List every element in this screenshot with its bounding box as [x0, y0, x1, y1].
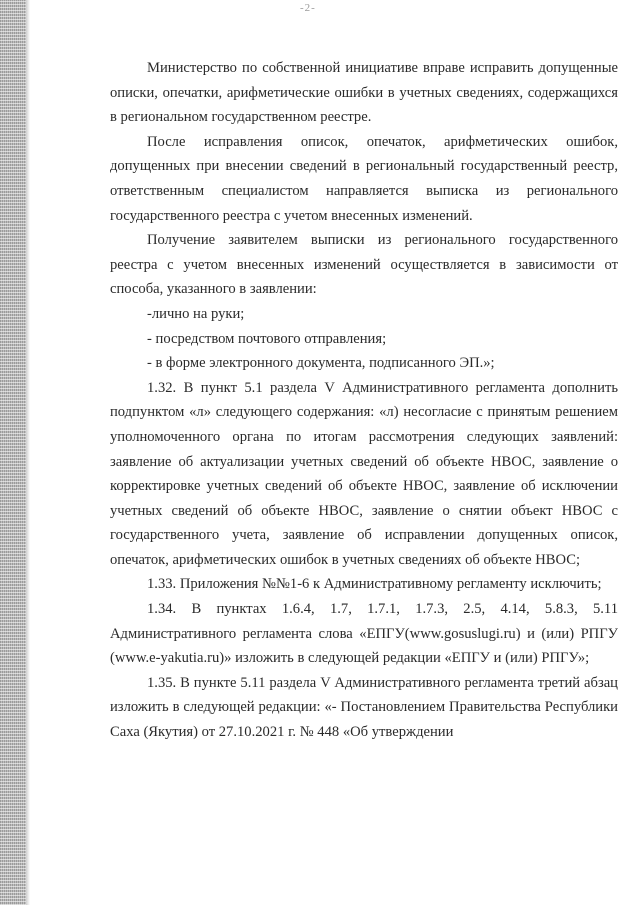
list-item-electronic: - в форме электронного документа, подписанного ЭП.»; [147, 355, 495, 372]
paragraph-after-correction: После исправления описок, опечаток, арифметических ошибок, допущенных при внесении сведений в региональный государственный реестр, ответственным специалистом направляется выписка из регионального государственного реестра с учетом внесенных изменений. [110, 133, 618, 224]
paragraph-ministry-correction: Министерство по собственной инициативе вправе исправить допущенные описки, опечатки, арифметические ошибки в учетных сведениях, содержащихся в региональном государственном реестре. [110, 60, 618, 126]
list-item-postal: - посредством почтового отправления; [147, 330, 387, 347]
document-body [110, 56, 618, 745]
paragraph-1-33: 1.33. Приложения №№1-6 к Административному регламенту исключить; [147, 576, 602, 593]
page-number: -2- [300, 2, 316, 14]
paragraph-1-34: 1.34. В пунктах 1.6.4, 1.7, 1.7.1, 1.7.3, 2.5, 4.14, 5.8.3, 5.11 Административного регламента слова «ЕПГУ(www.gosuslugi.ru) и (или) РПГУ (www.e-yakutia.ru)» изложить в следующей редакции «ЕПГУ и (или) РПГУ»; [110, 601, 618, 667]
paragraph-receiving-extract: Получение заявителем выписки из регионального государственного реестра с учетом внесенных изменений осуществляется в зависимости от способа, указанного в заявлении: [110, 232, 618, 298]
scan-edge-shadow [0, 0, 26, 905]
paragraph-1-32: 1.32. В пункт 5.1 раздела V Административного регламента дополнить подпунктом «л» следующего содержания: «л) несогласие с принятым решением уполномоченного органа по итогам рассмотрения следующих заявлений: заявление об актуализации учетных сведений об объекте НВОС, заявление о корректировке учетных сведений об объекте НВОС, заявление об исключении учетных сведений об объекте НВОС, заявление о снятии объект НВОС с государственного учета, заявление об исправлении допущенных описок, опечаток, арифметических ошибок в учетных сведениях об объекте НВОС; [110, 379, 618, 568]
paragraph-1-35: 1.35. В пункте 5.11 раздела V Административного регламента третий абзац изложить в следующей редакции: «- Постановлением Правительства Республики Саха (Якутия) от 27.10.2021 г. № 448 «Об утверждении [110, 674, 618, 741]
list-item-in-person: -лично на руки; [147, 305, 245, 322]
